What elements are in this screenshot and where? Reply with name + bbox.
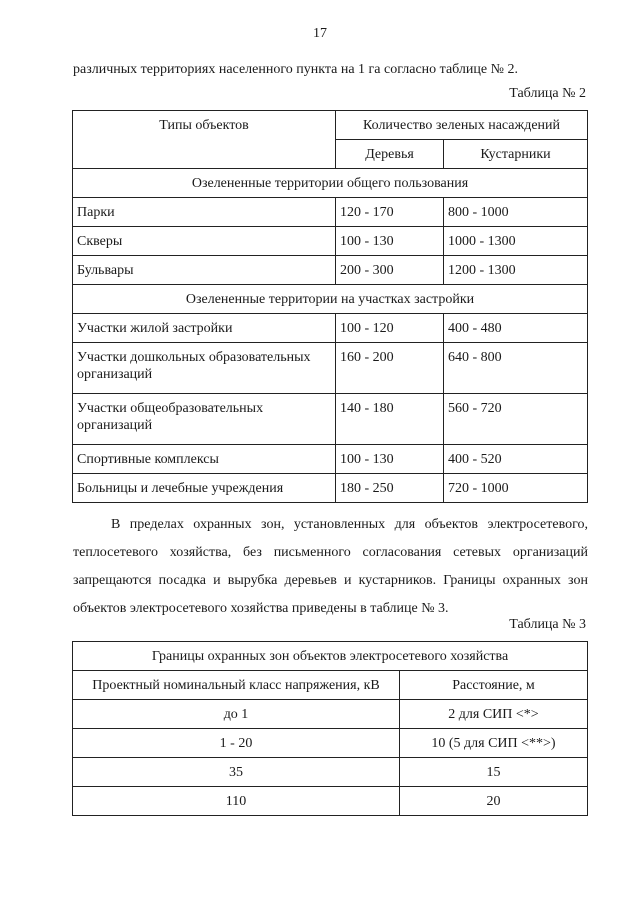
shrubs-value: 1200 - 1300 bbox=[444, 256, 588, 285]
header-shrubs: Кустарники bbox=[444, 140, 588, 169]
object-name: Спортивные комплексы bbox=[73, 445, 336, 474]
object-name: Бульвары bbox=[73, 256, 336, 285]
voltage-value: 35 bbox=[73, 758, 400, 787]
shrubs-value: 640 - 800 bbox=[444, 343, 588, 394]
object-name: Больницы и лечебные учреждения bbox=[73, 474, 336, 503]
shrubs-value: 720 - 1000 bbox=[444, 474, 588, 503]
table-row bbox=[73, 227, 588, 256]
voltage-value: 1 - 20 bbox=[73, 729, 400, 758]
intro-text: различных территориях населенного пункта на 1 га согласно таблице № 2. bbox=[73, 62, 518, 77]
object-name: Скверы bbox=[73, 227, 336, 256]
page-number: 17 bbox=[313, 26, 327, 41]
trees-value: 120 - 170 bbox=[336, 198, 444, 227]
trees-value: 100 - 130 bbox=[336, 445, 444, 474]
table-row bbox=[73, 343, 588, 394]
object-name: Участки жилой застройки bbox=[73, 314, 336, 343]
shrubs-value: 400 - 480 bbox=[444, 314, 588, 343]
distance-value: 10 (5 для СИП <**>) bbox=[400, 729, 588, 758]
trees-value: 160 - 200 bbox=[336, 343, 444, 394]
voltage-value: до 1 bbox=[73, 700, 400, 729]
section-title-public: Озелененные территории общего пользования bbox=[73, 169, 588, 198]
section-title-development: Озелененные территории на участках застройки bbox=[73, 285, 588, 314]
table-row bbox=[73, 700, 588, 729]
table-row bbox=[73, 729, 588, 758]
shrubs-value: 560 - 720 bbox=[444, 394, 588, 445]
header-quantity: Количество зеленых насаждений bbox=[336, 111, 588, 140]
object-name: Участки общеобразовательных организаций bbox=[73, 394, 336, 445]
distance-value: 2 для СИП <*> bbox=[400, 700, 588, 729]
distance-value: 15 bbox=[400, 758, 588, 787]
table2-caption: Таблица № 2 bbox=[509, 86, 586, 101]
green-planting-table bbox=[72, 110, 588, 503]
object-name: Участки дошкольных образовательных организаций bbox=[73, 343, 336, 394]
table-row bbox=[73, 445, 588, 474]
trees-value: 100 - 130 bbox=[336, 227, 444, 256]
table-row bbox=[73, 256, 588, 285]
table-row bbox=[73, 394, 588, 445]
header-distance: Расстояние, м bbox=[400, 671, 588, 700]
table3-caption: Таблица № 3 bbox=[509, 617, 586, 632]
table-row bbox=[73, 474, 588, 503]
header-voltage: Проектный номинальный класс напряжения, кВ bbox=[73, 671, 400, 700]
protection-zone-paragraph: В пределах охранных зон, установленных для объектов электросетевого, теплосетевого хозяйства, без письменного согласования сетевых организаций запрещаются посадка и вырубка деревьев и кустарников. Границы охранных зон объектов электросетевого хозяйства приведены в таблице № 3. bbox=[73, 517, 588, 616]
trees-value: 200 - 300 bbox=[336, 256, 444, 285]
shrubs-value: 1000 - 1300 bbox=[444, 227, 588, 256]
voltage-value: 110 bbox=[73, 787, 400, 816]
distance-value: 20 bbox=[400, 787, 588, 816]
trees-value: 100 - 120 bbox=[336, 314, 444, 343]
table-row bbox=[73, 758, 588, 787]
table-row bbox=[73, 198, 588, 227]
table-row bbox=[73, 787, 588, 816]
protection-zone-table bbox=[72, 641, 588, 816]
shrubs-value: 400 - 520 bbox=[444, 445, 588, 474]
trees-value: 180 - 250 bbox=[336, 474, 444, 503]
header-object-types: Типы объектов bbox=[73, 111, 336, 169]
table-row bbox=[73, 314, 588, 343]
object-name: Парки bbox=[73, 198, 336, 227]
shrubs-value: 800 - 1000 bbox=[444, 198, 588, 227]
table3-title: Границы охранных зон объектов электросетевого хозяйства bbox=[73, 642, 588, 671]
trees-value: 140 - 180 bbox=[336, 394, 444, 445]
header-trees: Деревья bbox=[336, 140, 444, 169]
